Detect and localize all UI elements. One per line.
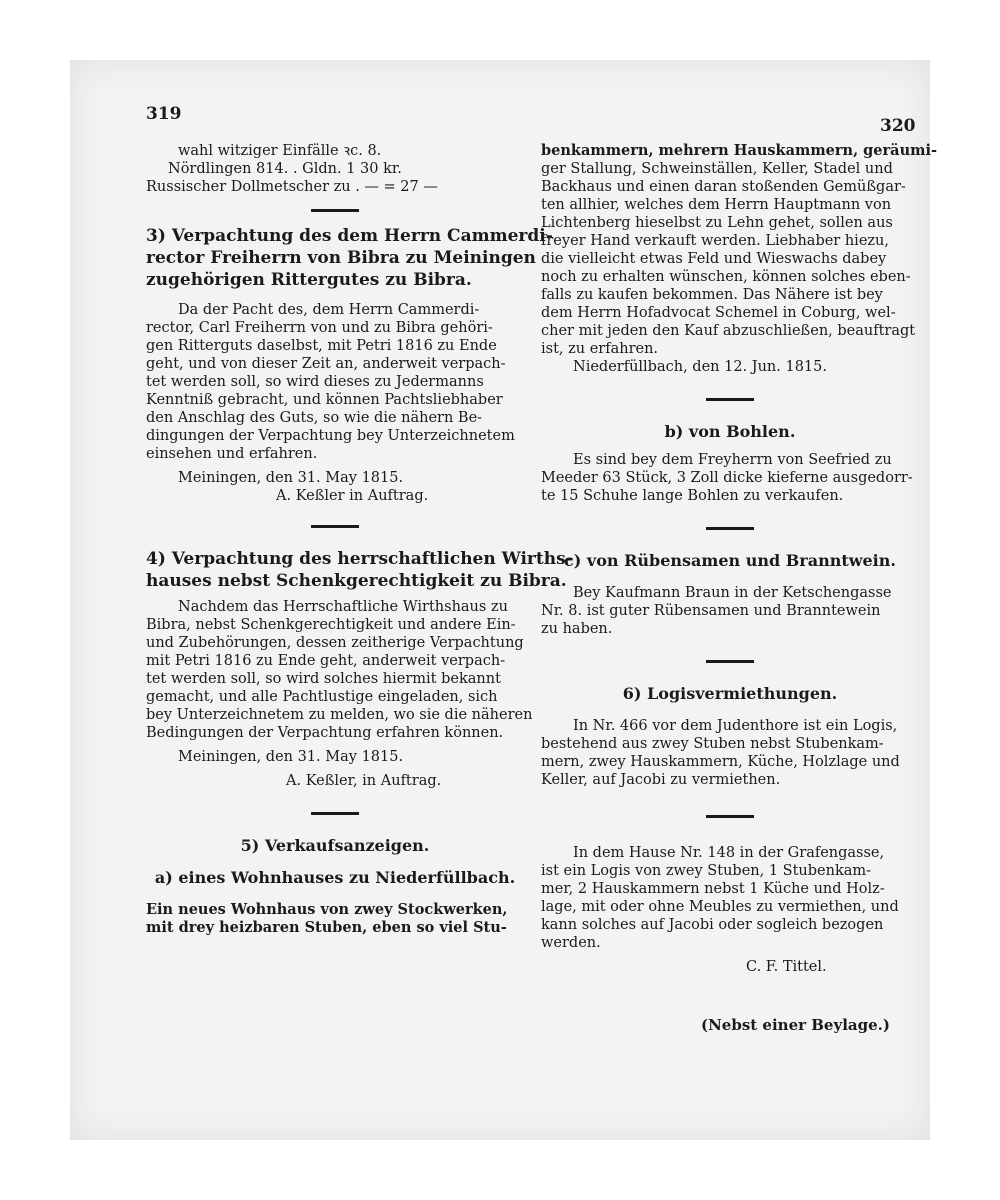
section-4-place-date: Meiningen, den 31. May 1815.: [178, 749, 404, 765]
continuation-body-line: falls zu kaufen bekommen. Das Nähere ist bey: [541, 287, 883, 303]
section-6-body-line: bestehend aus zwey Stuben nebst Stubenkam-: [541, 736, 884, 752]
section-4-body-line: Nachdem das Herrschaftliche Wirthshaus zu: [178, 599, 508, 615]
section-divider: [311, 525, 359, 528]
continuation-body-line: ist, zu erfahren.: [541, 341, 659, 357]
page-number-right: 320: [880, 116, 916, 136]
section-divider: [706, 527, 754, 530]
section-divider: [706, 660, 754, 663]
section-5a-body-line: Ein neues Wohnhaus von zwey Stockwerken,: [146, 901, 508, 918]
section-6-body-line: Keller, auf Jacobi zu vermiethen.: [541, 772, 781, 788]
section-c-body-line: Bey Kaufmann Braun in der Ketschengasse: [573, 585, 892, 601]
section-3-body-line: geht, und von dieser Zeit an, anderweit verpach-: [146, 356, 506, 372]
section-6-body-line: mern, zwey Hauskammern, Küche, Holzlage und: [541, 754, 900, 770]
continuation-place-date: Niederfüllbach, den 12. Jun. 1815.: [573, 359, 827, 375]
section-b-title: b) von Bohlen.: [664, 422, 796, 441]
section-6-body-line: ist ein Logis von zwey Stuben, 1 Stubenkam-: [541, 863, 872, 879]
continuation-body-line: freyer Hand verkauft werden. Liebhaber hiezu,: [541, 233, 889, 249]
section-3-title-line: rector Freiherrn von Bibra zu Meiningen: [146, 248, 536, 268]
section-4-title-line: 4) Verpachtung des herrschaftlichen Wirths-: [146, 549, 573, 569]
section-3-signature: A. Keßler in Auftrag.: [276, 488, 429, 504]
right-column: [541, 142, 937, 1034]
section-3-title-line: zugehörigen Rittergutes zu Bibra.: [146, 270, 472, 290]
section-4-body-line: tet werden soll, so wird solches hiermit bekannt: [146, 671, 501, 687]
section-divider: [706, 815, 754, 818]
section-4-body-line: Bedingungen der Verpachtung erfahren können.: [146, 725, 504, 741]
continuation-body-line: dem Herrn Hofadvocat Schemel in Coburg, wel-: [541, 305, 896, 321]
section-6-body-line: kann solches auf Jacobi oder sogleich bezogen: [541, 917, 884, 933]
continuation-body-line: Backhaus und einen daran stoßenden Gemüßgar-: [541, 179, 906, 195]
section-6-body-line: In Nr. 466 vor dem Judenthore ist ein Logis,: [573, 718, 898, 734]
section-divider: [706, 398, 754, 401]
section-4-signature: A. Keßler, in Auftrag.: [286, 773, 442, 789]
section-b-body-line: te 15 Schuhe lange Bohlen zu verkaufen.: [541, 488, 844, 504]
section-c-body-line: zu haben.: [541, 621, 613, 637]
section-4-body-line: bey Unterzeichnetem zu melden, wo sie die näheren: [146, 707, 533, 723]
section-6-title: 6) Logisvermiethungen.: [622, 684, 838, 703]
continuation-body-line: cher mit jeden den Kauf abzuschließen, beauftragt: [541, 323, 916, 339]
section-6-body-line: werden.: [541, 935, 601, 951]
top-line: Nördlingen 814. . Gldn. 1 30 kr.: [168, 161, 402, 177]
section-4-body-line: Bibra, nebst Schenkgerechtigkeit und andere Ein-: [146, 617, 516, 633]
section-4-body-line: und Zubehörungen, dessen zeitherige Verpachtung: [146, 635, 524, 651]
section-4-title-line: hauses nebst Schenkgerechtigkeit zu Bibra.: [146, 571, 567, 591]
continuation-body-line: ten allhier, welches dem Herrn Hauptmann von: [541, 197, 892, 213]
section-6-body-line: mer, 2 Hauskammern nebst 1 Küche und Holz-: [541, 881, 885, 897]
section-3-body-line: Da der Pacht des, dem Herrn Cammerdi-: [178, 302, 480, 318]
left-column: [146, 142, 573, 937]
top-line: Russischer Dollmetscher zu . — = 27 —: [146, 179, 438, 195]
section-3-title-line: 3) Verpachtung des dem Herrn Cammerdi-: [146, 226, 553, 246]
section-3-body-line: den Anschlag des Guts, so wie die nähern Be-: [146, 410, 483, 426]
section-5a-title: a) eines Wohnhauses zu Niederfüllbach.: [154, 868, 516, 887]
top-line: wahl witziger Einfälle ꝛc. 8.: [178, 143, 382, 159]
section-3-body-line: gen Ritterguts daselbst, mit Petri 1816 zu Ende: [146, 338, 497, 354]
supplement-note: (Nebst einer Beylage.): [701, 1016, 890, 1034]
section-4-body-line: gemacht, und alle Pachtlustige eingeladen, sich: [146, 689, 498, 705]
section-divider: [311, 209, 359, 212]
section-divider: [311, 812, 359, 815]
continuation-body-line: noch zu erhalten wünschen, können solches eben-: [541, 269, 911, 285]
section-3-place-date: Meiningen, den 31. May 1815.: [178, 470, 404, 486]
section-3-body-line: Kenntniß gebracht, und können Pachtsliebhaber: [146, 392, 503, 408]
section-3-body-line: tet werden soll, so wird dieses zu Jedermanns: [146, 374, 484, 390]
continuation-body-line: Lichtenberg hieselbst zu Lehn gehet, sollen aus: [541, 215, 893, 231]
section-3-body-line: rector, Carl Freiherrn von und zu Bibra gehöri-: [146, 320, 493, 336]
continuation-body-line: die vielleicht etwas Feld und Wieswachs dabey: [541, 251, 887, 267]
section-5-title: 5) Verkaufsanzeigen.: [240, 836, 430, 855]
section-6-signature: C. F. Tittel.: [746, 959, 827, 975]
section-3-body-line: dingungen der Verpachtung bey Unterzeichnetem: [146, 428, 515, 444]
section-3-body-line: einsehen und erfahren.: [146, 446, 318, 462]
continuation-body-line: benkammern, mehrern Hauskammern, geräumi-: [541, 142, 937, 159]
section-6-body-line: lage, mit oder ohne Meubles zu vermiethen, und: [541, 899, 899, 915]
section-6-body-line: In dem Hause Nr. 148 in der Grafengasse,: [573, 845, 885, 861]
section-c-title: c) von Rübensamen und Branntwein.: [564, 551, 896, 570]
section-4-body-line: mit Petri 1816 zu Ende geht, anderweit verpach-: [146, 653, 506, 669]
section-b-body-line: Es sind bey dem Freyherrn von Seefried zu: [573, 452, 892, 468]
section-5a-body-line: mit drey heizbaren Stuben, eben so viel Stu-: [146, 919, 507, 936]
section-b-body-line: Meeder 63 Stück, 3 Zoll dicke kieferne ausgedorr-: [541, 470, 913, 486]
page-number-left: 319: [146, 104, 182, 124]
continuation-body-line: ger Stallung, Schweinställen, Keller, Stadel und: [541, 161, 893, 177]
section-c-body-line: Nr. 8. ist guter Rübensamen und Branntewein: [541, 603, 881, 619]
